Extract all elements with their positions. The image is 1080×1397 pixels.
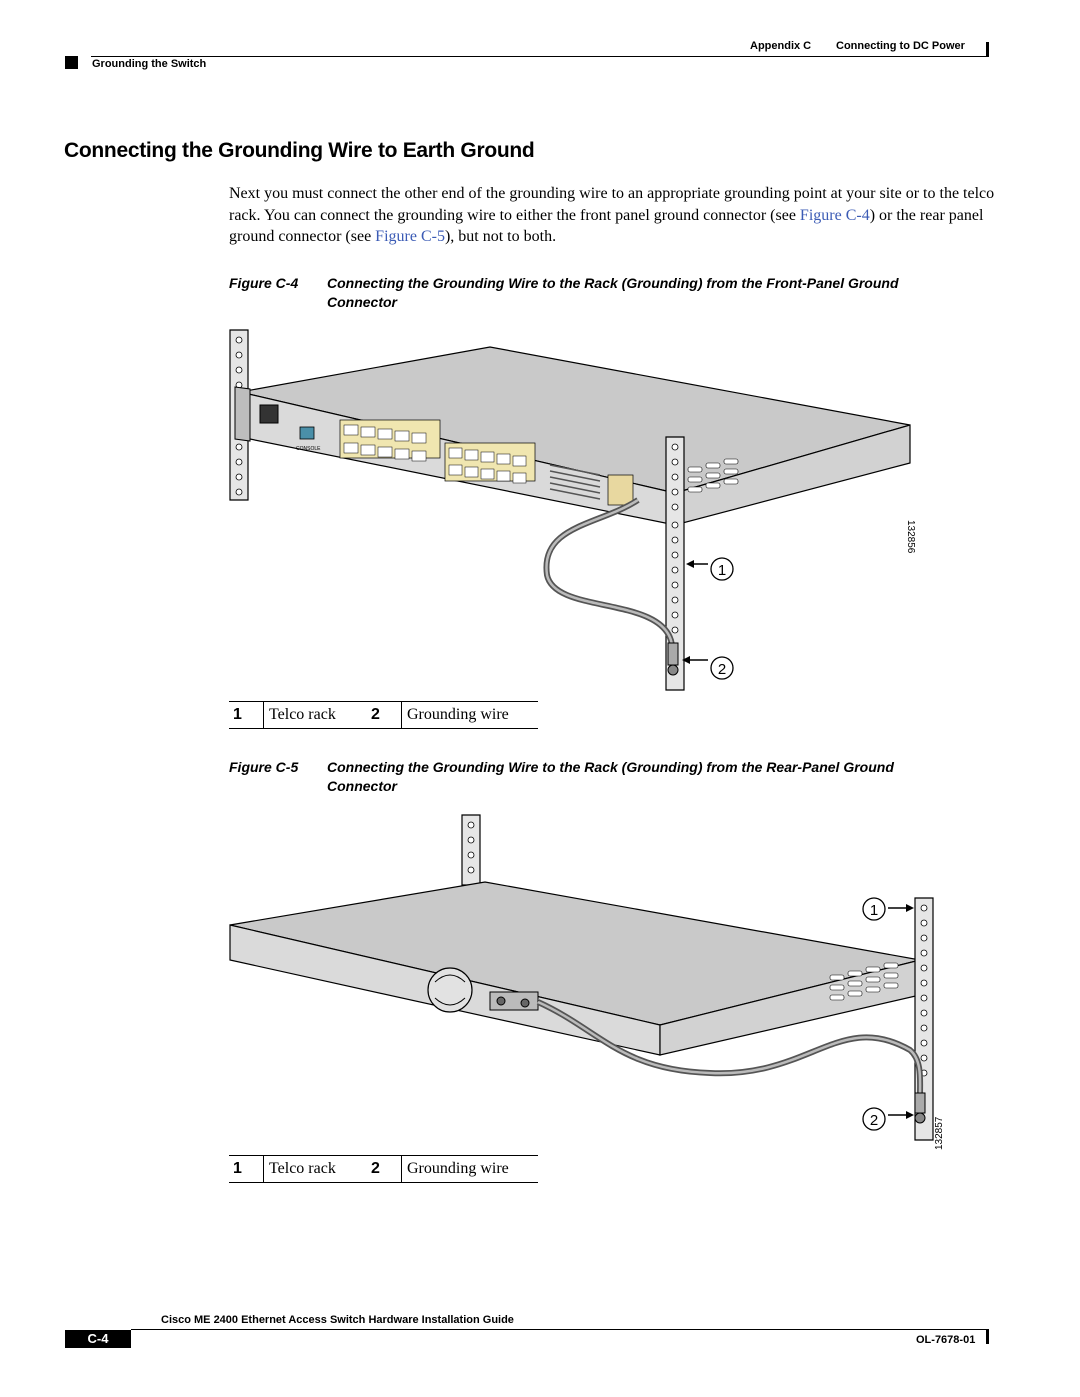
header-rule (91, 56, 989, 57)
figure2-legend-num-2: 2 (371, 1160, 380, 1177)
figure2-art-id: 132857 (934, 1116, 945, 1150)
header-square (65, 56, 78, 69)
figure2-legend (229, 1155, 538, 1183)
figure2-number: Figure C-5 (229, 759, 299, 775)
intro-part3: ), but not to both. (444, 228, 557, 245)
figure1-callout-2: 2 (717, 661, 727, 678)
figure1-legend-label-2: Grounding wire (402, 702, 539, 729)
footer-page-tab (65, 1330, 131, 1348)
footer-bar-right (986, 1330, 989, 1344)
figure1-callout-1: 1 (717, 562, 727, 579)
figure1-panel-label: CONSOLE (296, 446, 321, 452)
figure1-number: Figure C-4 (229, 275, 299, 291)
footer-doc-number: OL-7678-01 (916, 1334, 976, 1346)
page-heading: Connecting the Grounding Wire to Earth Ground (64, 139, 535, 162)
intro-part1: Next you must connect the other end of the grounding wire to an appropriate grounding point at your site or to the telco rack. You can connect the grounding wire to either the front panel ground connector (see (229, 185, 995, 224)
figure1-legend (229, 701, 538, 729)
figure2-legend-label-1: Telco rack (264, 1156, 368, 1183)
header-appendix: Appendix C (750, 40, 812, 52)
intro-paragraph (229, 183, 999, 248)
figure2-legend-num-1: 1 (233, 1160, 242, 1177)
figure1-title: Connecting the Grounding Wire to the Rack (Grounding) from the Front-Panel Ground Connector (327, 275, 899, 310)
footer-rule (131, 1329, 989, 1330)
figure1-grounding-wire (546, 500, 672, 645)
figure1-illustration (220, 325, 940, 695)
header-section: Grounding the Switch (92, 58, 207, 70)
figure1-legend-num-2: 2 (371, 706, 380, 723)
figure2-callout-1: 1 (869, 902, 879, 919)
figure2-illustration (220, 810, 960, 1160)
figure2-legend-label-2: Grounding wire (402, 1156, 539, 1183)
figure2-callout-2: 2 (869, 1112, 879, 1129)
figure1-legend-label-1: Telco rack (264, 702, 368, 729)
header-bar-right (986, 42, 989, 56)
footer-page-number: C-4 (87, 1331, 109, 1346)
header-chapter: Connecting to DC Power (836, 40, 965, 52)
xref-figure-c5[interactable]: Figure C-5 (375, 228, 445, 245)
figure1-art-id: 132856 (905, 520, 916, 554)
figure2-title: Connecting the Grounding Wire to the Rack (Grounding) from the Rear-Panel Ground Connector (327, 759, 894, 794)
intro-part2: ) or the rear panel ground connector (see (229, 206, 984, 245)
footer-guide-title: Cisco ME 2400 Ethernet Access Switch Hardware Installation Guide (161, 1314, 514, 1326)
figure1-legend-num-1: 1 (233, 706, 242, 723)
xref-figure-c4[interactable]: Figure C-4 (799, 206, 870, 224)
